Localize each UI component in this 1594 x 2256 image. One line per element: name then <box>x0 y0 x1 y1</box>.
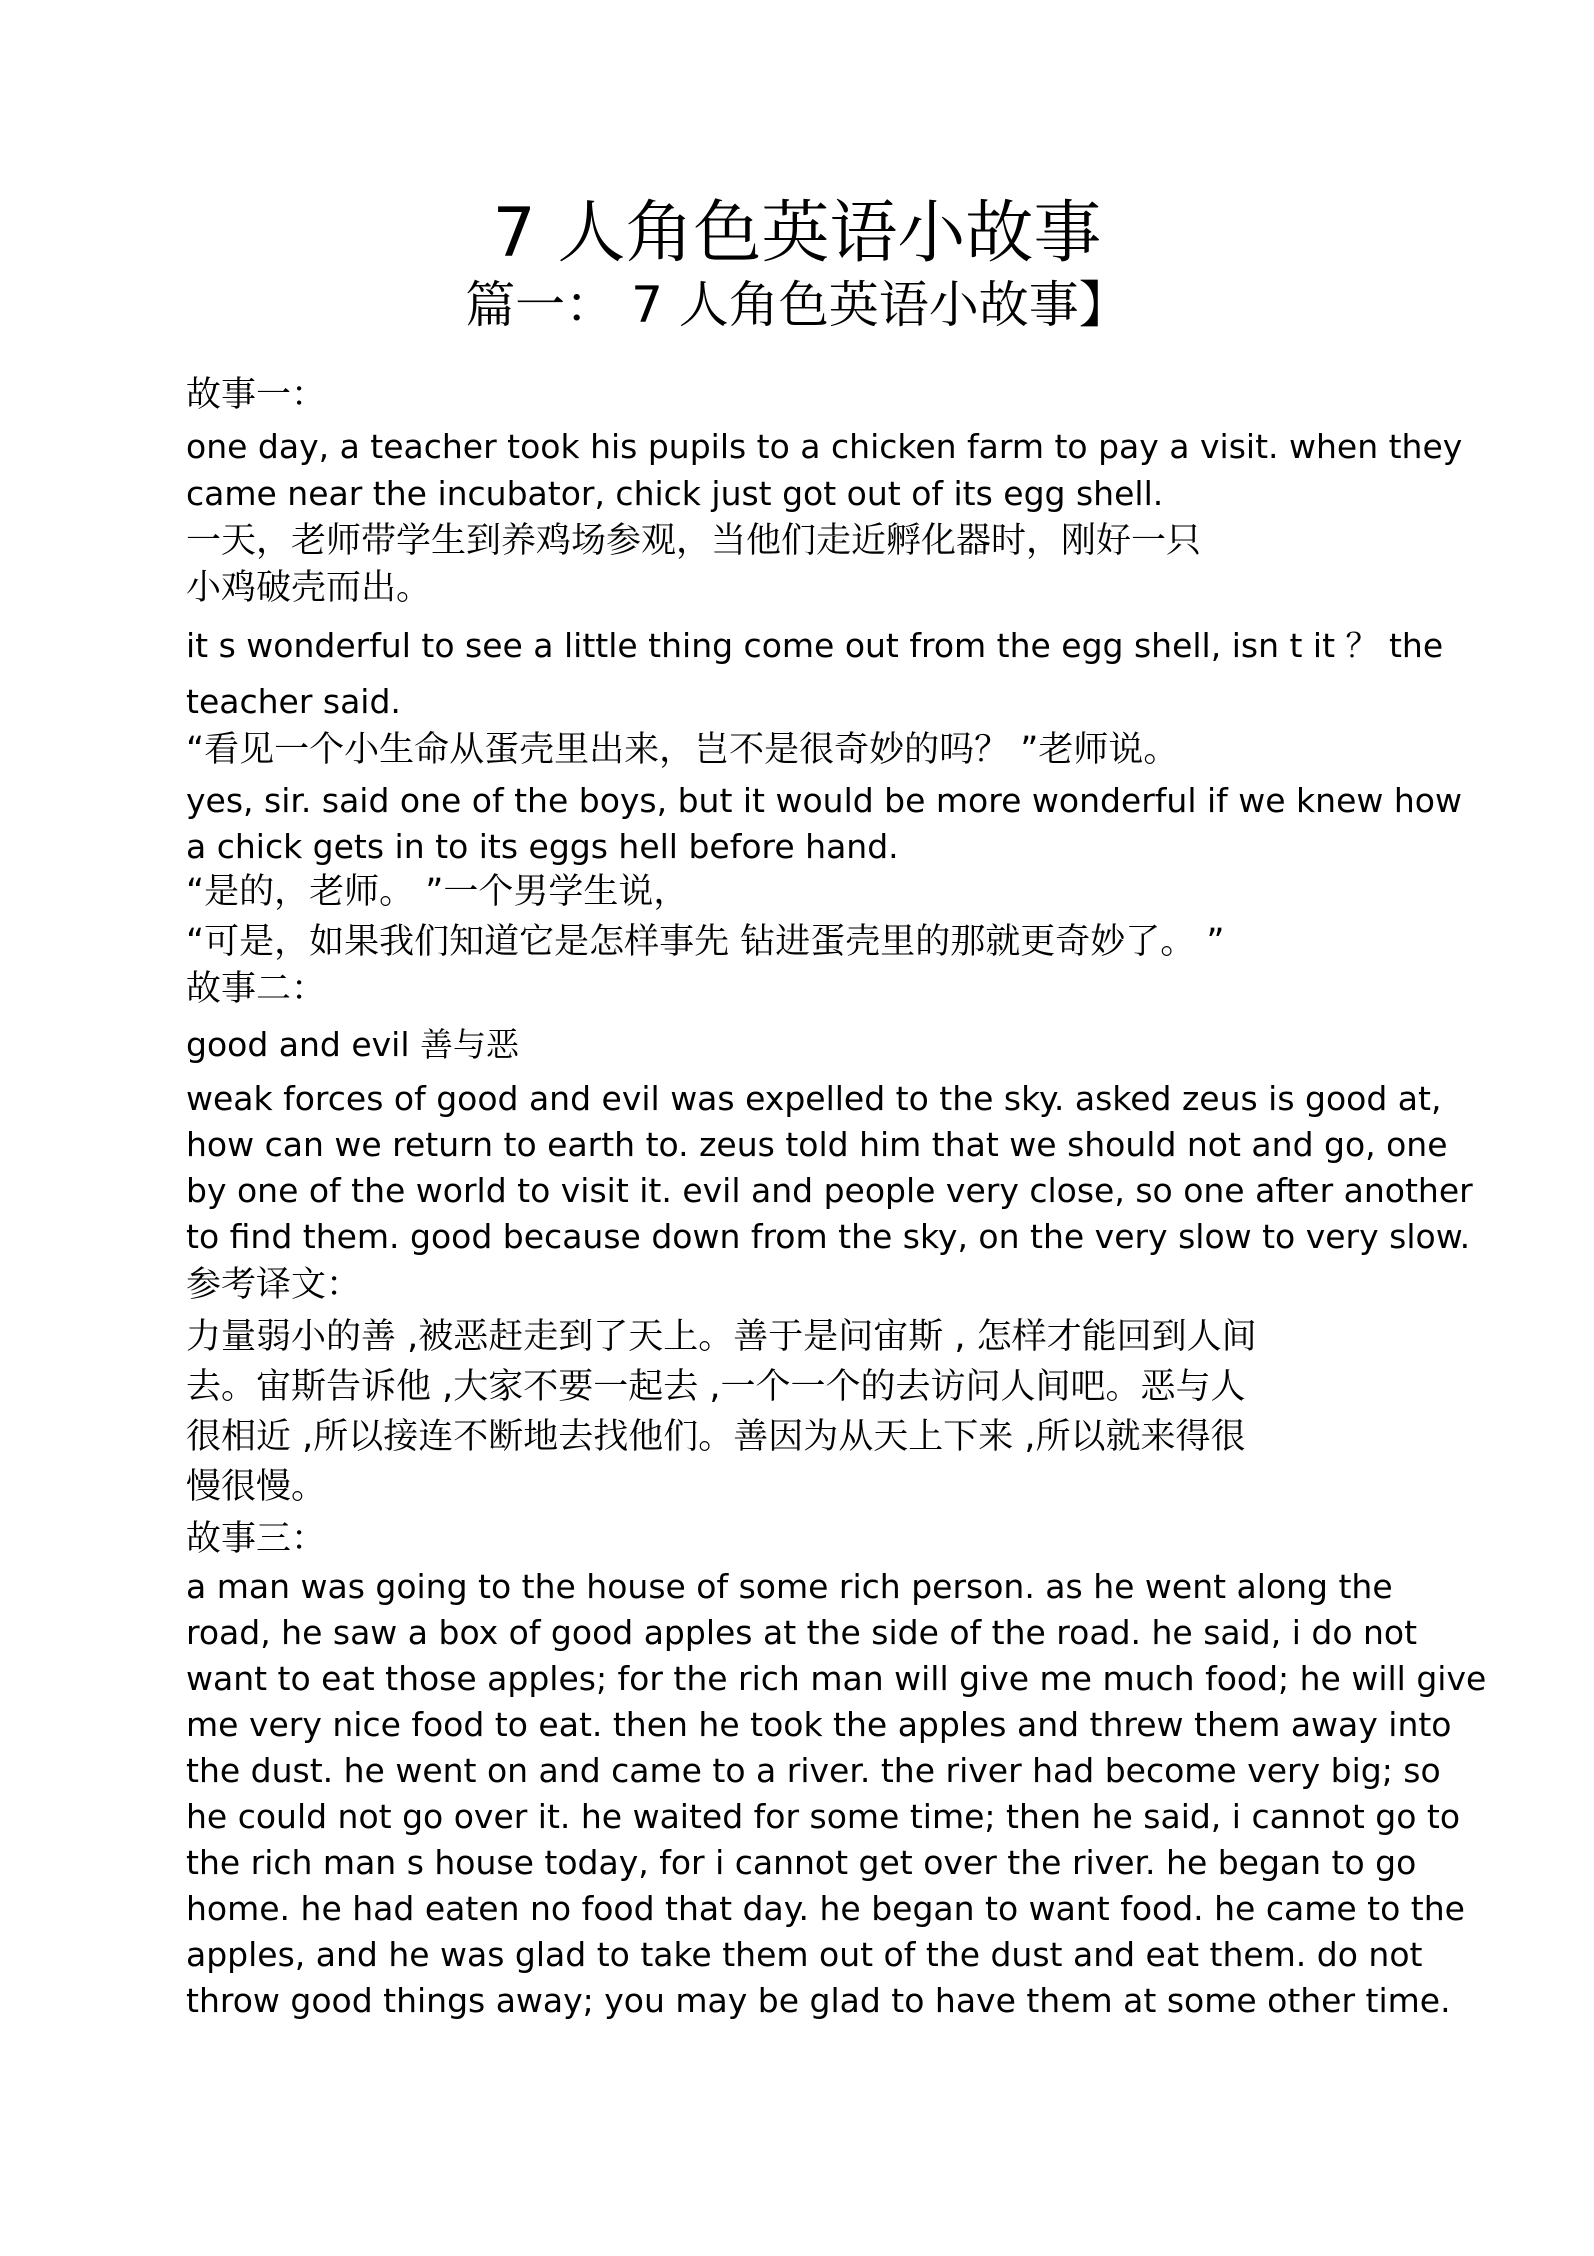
paragraph-line: 去。宙斯告诉他 ,大家不要一起去 ,一个一个的去访问人间吧。恶与人 <box>186 1367 1246 1407</box>
paragraph-line: a chick gets in to its eggs hell before hand. <box>186 827 899 866</box>
paragraph-line: road, he saw a box of good apples at the side of the road. he said, i do not <box>186 1613 1418 1652</box>
paragraph-line: 小鸡破壳而出。 <box>186 568 432 608</box>
paragraph-line: home. he had eaten no food that day. he began to want food. he came to the <box>186 1889 1465 1928</box>
paragraph-line: by one of the world to visit it. evil and people very close, so one after another <box>186 1171 1473 1210</box>
paragraph-line: the dust. he went on and came to a river. the river had become very big; so <box>186 1751 1441 1790</box>
document-subtitle: 篇一： 7 人角色英语小故事】 <box>465 276 1129 334</box>
story2-heading: 故事二： <box>186 969 327 1009</box>
story2-title: good and evil 善与恶 <box>186 1025 519 1064</box>
paragraph-line: 很相近 ,所以接连不断地去找他们。善因为从天上下来 ,所以就来得很 <box>186 1417 1246 1457</box>
paragraph-line: me very nice food to eat. then he took the apples and threw them away into <box>186 1705 1452 1744</box>
paragraph-line: a man was going to the house of some rich person. as he went along the <box>186 1567 1393 1606</box>
paragraph-line: want to eat those apples; for the rich man will give me much food; he will give <box>186 1659 1487 1698</box>
story3-heading: 故事三： <box>186 1519 327 1559</box>
paragraph-line: teacher said. <box>186 682 401 721</box>
paragraph-line: throw good things away; you may be glad to have them at some other time. <box>186 1981 1451 2020</box>
paragraph-line: the rich man s house today, for i cannot get over the river. he began to go <box>186 1843 1417 1882</box>
paragraph-line: 力量弱小的善 ,被恶赶走到了天上。善于是问宙斯 , 怎样才能回到人间 <box>186 1317 1257 1357</box>
paragraph-line: he could not go over it. he waited for some time; then he said, i cannot go to <box>186 1797 1461 1836</box>
paragraph-line: 一天，老师带学生到养鸡场参观，当他们走近孵化器时，刚好一只 <box>186 521 1202 561</box>
story1-heading: 故事一： <box>186 375 327 415</box>
paragraph-line: 慢很慢。 <box>186 1467 327 1507</box>
paragraph-line: apples, and he was glad to take them out of the dust and eat them. do not <box>186 1935 1423 1974</box>
paragraph-line: to find them. good because down from the sky, on the very slow to very slow. <box>186 1217 1471 1256</box>
paragraph-line: came near the incubator, chick just got out of its egg shell. <box>186 474 1164 513</box>
paragraph-line: how can we return to earth to. zeus told him that we should not and go, one <box>186 1125 1448 1164</box>
paragraph-line: “看见一个小生命从蛋壳里出来，岂不是很奇妙的吗？ ”老师说。 <box>186 730 1179 770</box>
paragraph-line: yes, sir. said one of the boys, but it would be more wonderful if we knew how <box>186 781 1462 820</box>
paragraph-line: one day, a teacher took his pupils to a chicken farm to pay a visit. when they <box>186 427 1463 466</box>
paragraph-line: weak forces of good and evil was expelled to the sky. asked zeus is good at, <box>186 1079 1442 1118</box>
paragraph-line: “可是，如果我们知道它是怎样事先 钻进蛋壳里的那就更奇妙了。 ” <box>186 922 1225 962</box>
translation-heading: 参考译文： <box>186 1265 362 1305</box>
document-title: 7 人角色英语小故事 <box>492 194 1102 273</box>
paragraph-line: it s wonderful to see a little thing come out from the egg shell, isn t it ？ the <box>186 626 1444 665</box>
paragraph-line: “是的，老师。 ”一个男学生说， <box>186 872 689 912</box>
